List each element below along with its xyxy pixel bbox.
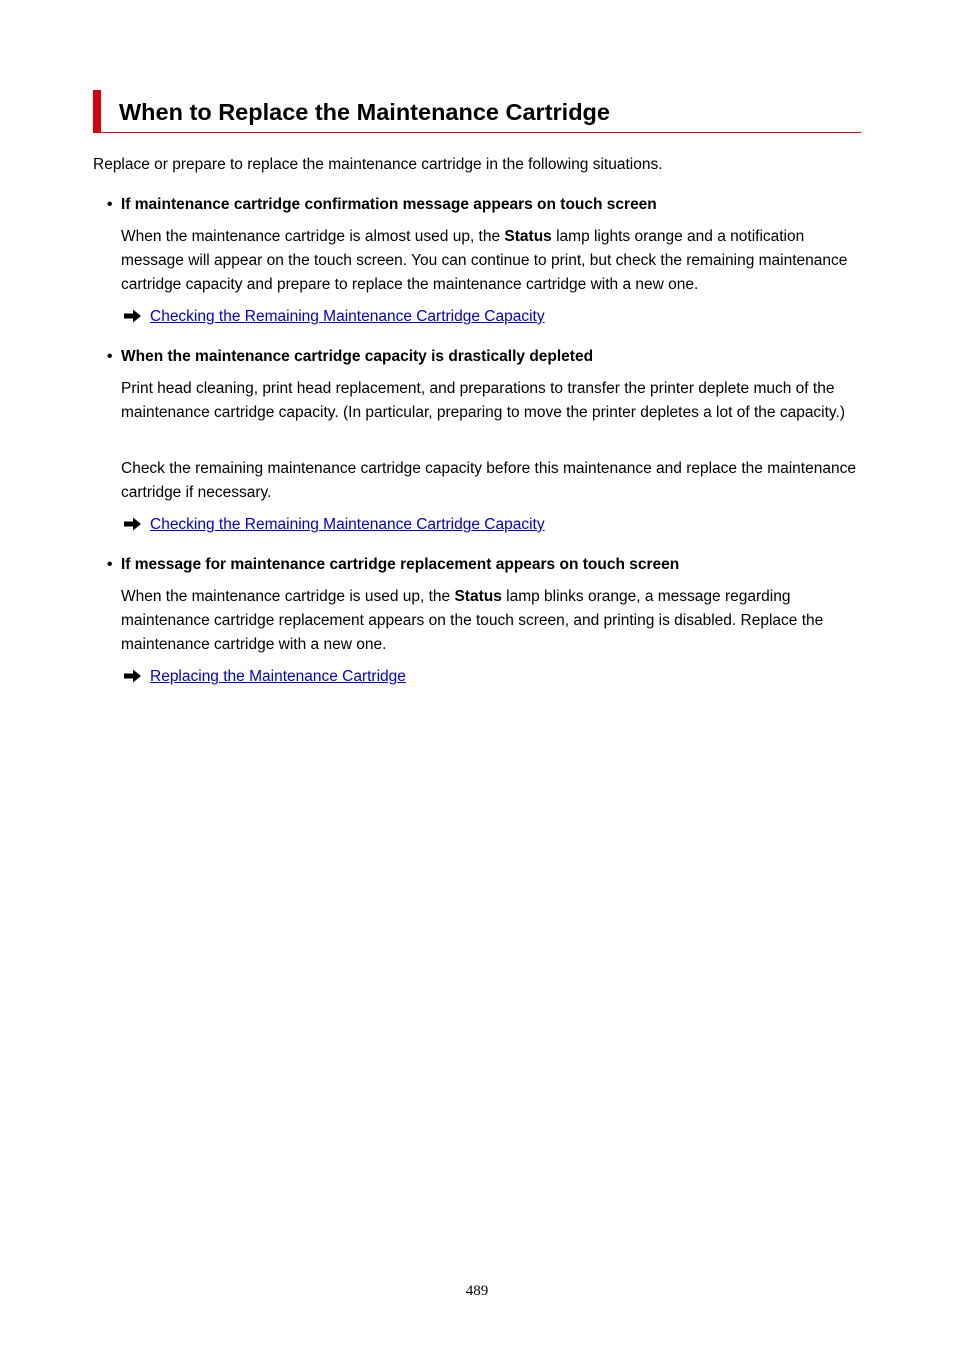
arrow-right-icon	[124, 669, 142, 683]
section-paragraph: Check the remaining maintenance cartridge capacity before this maintenance and replace the maintenance cartridge if necessary.	[121, 460, 856, 501]
bullet: •	[107, 556, 113, 573]
arrow-right-icon	[124, 309, 142, 323]
link-check-capacity[interactable]: Checking the Remaining Maintenance Cartridge Capacity	[150, 516, 545, 533]
page-title: When to Replace the Maintenance Cartridge	[119, 99, 610, 125]
link-check-capacity[interactable]: Checking the Remaining Maintenance Cartridge Capacity	[150, 308, 545, 325]
section-paragraph: Print head cleaning, print head replacement, and preparations to transfer the printer deplete much of the maintenance cartridge capacity. (In particular, preparing to move the printer depletes a lot of the capacity.)	[121, 380, 846, 421]
status-label: Status	[504, 228, 552, 245]
page-heading	[93, 90, 861, 133]
section-paragraph: When the maintenance cartridge is used up, the Status lamp blinks orange, a message regarding maintenance cartridge replacement appears on the touch screen, and printing is disabled. Replace the maintenance cartridge with a new one.	[121, 588, 824, 653]
link-row	[124, 305, 545, 329]
section-title: • If message for maintenance cartridge replacement appears on touch screen	[107, 553, 679, 577]
bullet: •	[107, 348, 113, 365]
section-title: • When the maintenance cartridge capacity is drastically depleted	[107, 345, 593, 369]
section-title: • If maintenance cartridge confirmation message appears on touch screen	[107, 193, 657, 217]
arrow-right-icon	[124, 517, 142, 531]
section-paragraph: When the maintenance cartridge is almost used up, the Status lamp lights orange and a notification message will appear on the touch screen. You can continue to print, but check the remaining maintenance cartridge capacity and prepare to replace the maintenance cartridge with a new one.	[121, 228, 848, 293]
intro-text: Replace or prepare to replace the maintenance cartridge in the following situations.	[93, 156, 663, 173]
status-label: Status	[454, 588, 502, 605]
link-row	[124, 665, 406, 689]
link-row	[124, 513, 545, 537]
page-number: 489	[465, 1283, 489, 1299]
bullet: •	[107, 196, 113, 213]
link-replace-cartridge[interactable]: Replacing the Maintenance Cartridge	[150, 668, 406, 685]
